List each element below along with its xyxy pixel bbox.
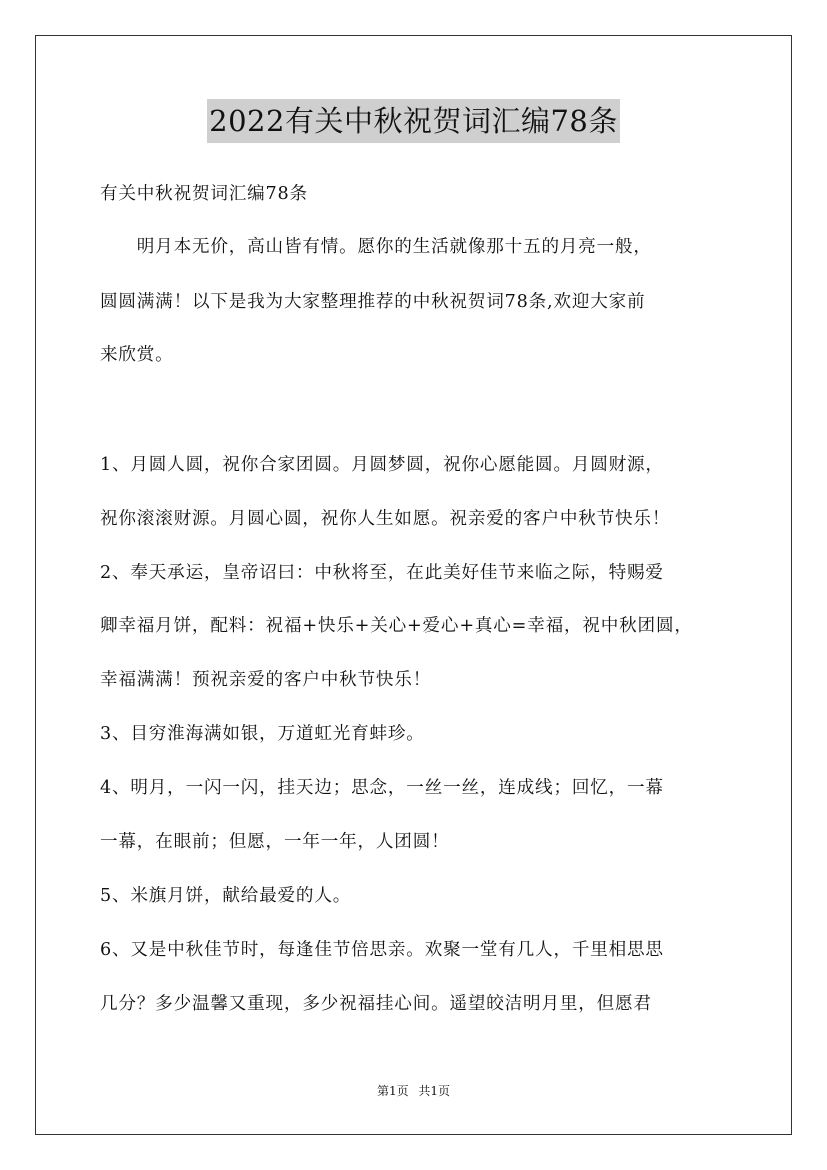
paragraph-line: 6、又是中秋佳节时，每逢佳节倍思亲。欢聚一堂有几人，千里相思思 [100, 940, 664, 960]
intro-line-2: 圆圆满满！以下是我为大家整理推荐的中秋祝贺词78条,欢迎大家前 [100, 292, 646, 312]
intro-line-1: 明月本无价，高山皆有情。愿你的生活就像那十五的月亮一般， [100, 237, 652, 257]
page-footer [0, 1083, 827, 1099]
document-subtitle: 有关中秋祝贺词汇编78条 [100, 184, 308, 204]
paragraph-line: 祝你滚滚财源。月圆心圆，祝你人生如愿。祝亲爱的客户中秋节快乐！ [100, 509, 671, 529]
document-title: 2022有关中秋祝贺词汇编78条 [207, 99, 620, 143]
paragraph-line: 幸福满满！预祝亲爱的客户中秋节快乐！ [100, 670, 432, 690]
paragraph-line: 2、奉天承运，皇帝诏曰：中秋将至，在此美好佳节来临之际，特赐爱 [100, 563, 664, 583]
paragraph-line: 3、目穷淮海满如银，万道虹光育蚌珍。 [100, 724, 425, 744]
page-number: 第1页 [376, 1084, 409, 1098]
paragraph-line: 1、月圆人圆，祝你合家团圆。月圆梦圆，祝你心愿能圆。月圆财源， [100, 455, 664, 475]
paragraph-line: 卿幸福月饼，配料：祝福+快乐+关心+爱心+真心=幸福，祝中秋团圆， [100, 616, 693, 636]
paragraph-line: 几分？多少温馨又重现，多少祝福挂心间。遥望皎洁明月里，但愿君 [100, 994, 652, 1014]
title-container [0, 99, 827, 143]
paragraph-line: 5、米旗月饼，献给最爱的人。 [100, 886, 352, 906]
paragraph-line: 一幕，在眼前；但愿，一年一年，人团圆！ [100, 832, 450, 852]
page-total: 共1页 [418, 1084, 451, 1098]
intro-line-3: 来欣赏。 [100, 345, 174, 365]
paragraph-line: 4、明月，一闪一闪，挂天边；思念，一丝一丝，连成线；回忆，一幕 [100, 778, 664, 798]
